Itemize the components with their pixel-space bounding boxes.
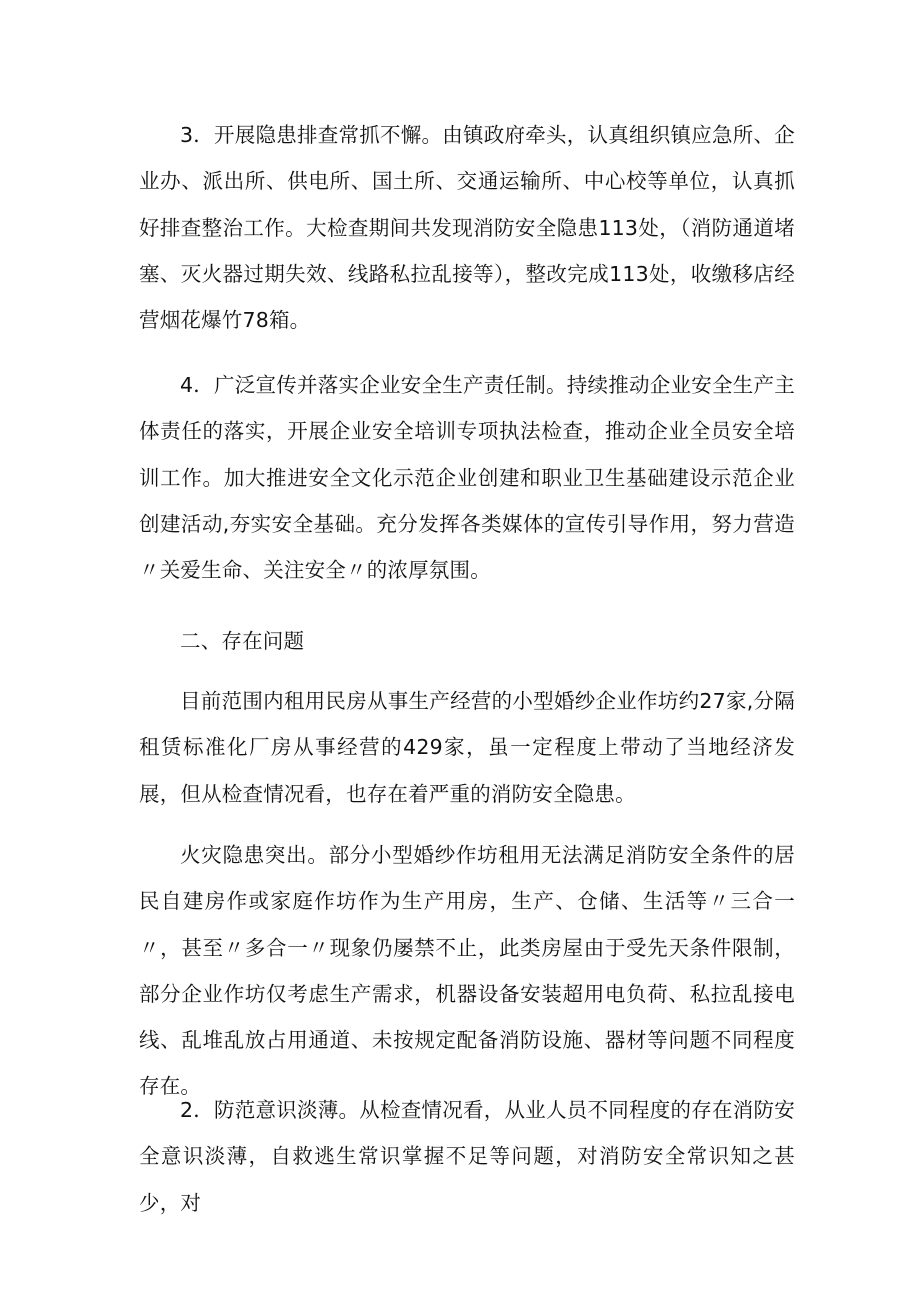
section-heading-existing-problems: 二、存在问题 — [180, 629, 305, 653]
paragraph-hazard-inspection: 3．开展隐患排查常抓不懈。由镇政府牵头，认真组织镇应急所、企业办、派出所、供电所、国土所、交通运输所、中心校等单位，认真抓好排查整治工作。大检查期间共发现消防安全隐患113处，（消防通道堵塞、灭火器过期失效、线路私拉乱接等），整改完成113处，收缴移店经营烟花爆竹78箱。 — [139, 123, 795, 333]
paragraph-weak-awareness: 2．防范意识淡薄。从检查情况看，从业人员不同程度的存在消防安全意识淡薄，自救逃生常识掌握不足等问题，对消防安全常识知之甚少，对 — [139, 1098, 795, 1215]
paragraph-safety-responsibility: 4．广泛宣传并落实企业安全生产责任制。持续推动企业安全生产主体责任的落实，开展企业安全培训专项执法检查，推动企业全员安全培训工作。加大推进安全文化示范企业创建和职业卫生基础建设示范企业创建活动,夯实安全基础。充分发挥各类媒体的宣传引导作用，努力营造〃关爱生命、关注安全〃的浓厚氛围。 — [139, 373, 795, 583]
paragraph-fire-hazards: 火灾隐患突出。部分小型婚纱作坊租用无法满足消防安全条件的居民自建房作或家庭作坊作为生产用房，生产、仓储、生活等〃三合一〃，甚至〃多合一〃现象仍屡禁不止，此类房屋由于受先天条件限制，部分企业作坊仅考虑生产需求，机器设备安装超用电负荷、私拉乱接电线、乱堆乱放占用通道、未按规定配备消防设施、器材等问题不同程度存在。 — [139, 843, 795, 1099]
paragraph-wedding-workshops: 目前范围内租用民房从事生产经营的小型婚纱企业作坊约27家,分隔租赁标准化厂房从事经营的429家，虽一定程度上带动了当地经济发展，但从检查情况看，也存在着严重的消防安全隐患。 — [139, 689, 795, 806]
